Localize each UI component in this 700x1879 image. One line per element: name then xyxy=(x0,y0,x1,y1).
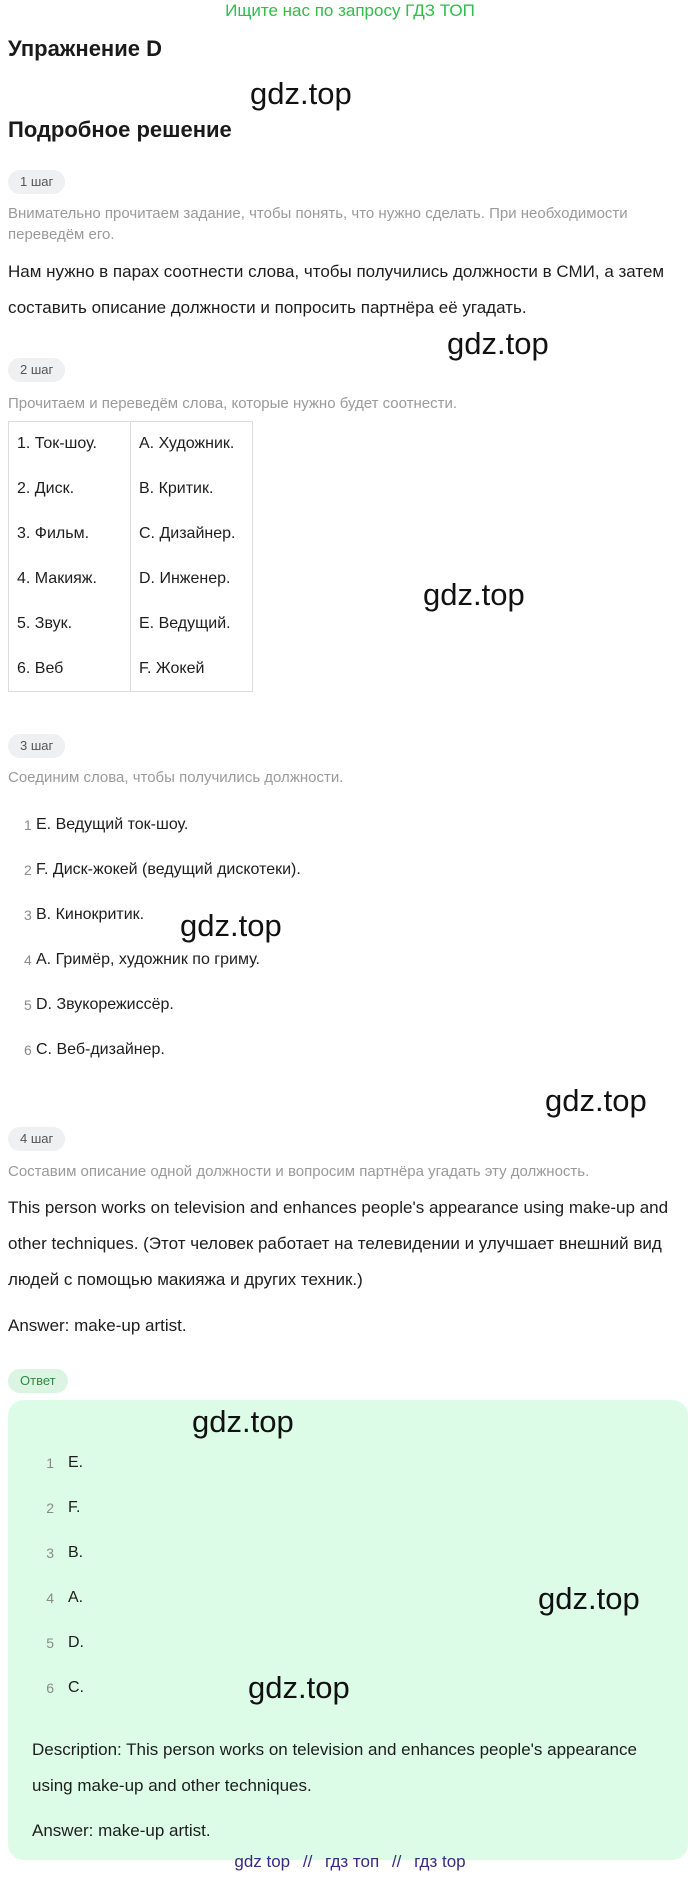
step-note: Прочитаем и переведём слова, которые нужно будет соотнести. xyxy=(8,395,458,412)
answer-description: Description: This person works on television and enhances people's appearance using make-up and other techniques. xyxy=(32,1740,637,1795)
step-badge: 2 шаг xyxy=(8,358,65,382)
footer-links xyxy=(0,1852,700,1872)
table-cell: 1. Ток-шоу. xyxy=(9,422,131,467)
table-row xyxy=(9,467,253,512)
watermark: gdz.top xyxy=(447,326,549,361)
table-cell: 6. Веб xyxy=(9,647,131,692)
page-title: Упражнение D xyxy=(8,36,162,61)
section-title: Подробное решение xyxy=(8,117,232,142)
step-badge: 4 шаг xyxy=(8,1127,65,1151)
table-cell: A. Художник. xyxy=(131,422,253,467)
list-item: 4 A. Гримёр, художник по гриму. xyxy=(24,950,260,968)
watermark: gdz.top xyxy=(248,1670,350,1705)
table-cell: 2. Диск. xyxy=(9,467,131,512)
table-row xyxy=(9,557,253,602)
list-item: 2 F. Диск-жокей (ведущий дискотеки). xyxy=(24,860,301,878)
footer-link[interactable]: гдз top xyxy=(414,1852,466,1871)
matches-list xyxy=(8,802,668,1072)
table-cell: 4. Макияж. xyxy=(9,557,131,602)
list-item: 5 D. Звукорежиссёр. xyxy=(24,995,174,1013)
step-answer: Answer: make-up artist. xyxy=(8,1316,187,1335)
table-cell: E. Ведущий. xyxy=(131,602,253,647)
watermark: gdz.top xyxy=(250,76,352,111)
footer-link[interactable]: gdz top xyxy=(234,1852,291,1871)
table-row xyxy=(9,422,253,467)
search-banner[interactable]: Ищите нас по запросу ГДЗ ТОП xyxy=(225,1,475,20)
list-item: 6 C. Веб-дизайнер. xyxy=(24,1040,165,1058)
list-item: 3 B. Кинокритик. xyxy=(24,905,145,923)
words-table xyxy=(8,421,253,692)
table-cell: D. Инженер. xyxy=(131,557,253,602)
step-note: Внимательно прочитаем задание, чтобы понять, что нужно сделать. При необходимости переведём его. xyxy=(8,205,628,243)
footer-separator: // xyxy=(391,1852,402,1871)
list-item: 4 A. xyxy=(46,1588,84,1606)
step-badge: 1 шаг xyxy=(8,170,65,194)
table-cell: 5. Звук. xyxy=(9,602,131,647)
watermark: gdz.top xyxy=(423,577,525,612)
step-text: This person works on television and enhances people's appearance using make-up and other techniques. (Этот человек работает на телевидении и улучшает внешний вид людей с помощью макияжа и других техник.) xyxy=(8,1198,669,1289)
watermark: gdz.top xyxy=(538,1581,640,1616)
table-cell: B. Критик. xyxy=(131,467,253,512)
step-badge: 3 шаг xyxy=(8,734,65,758)
watermark: gdz.top xyxy=(545,1083,647,1118)
step-note: Соединим слова, чтобы получились должности. xyxy=(8,769,344,786)
table-row xyxy=(9,512,253,557)
footer-link[interactable]: гдз топ xyxy=(325,1852,380,1871)
step-text: Нам нужно в парах соотнести слова, чтобы получились должности в СМИ, а затем составить описание должности и попросить партнёра её угадать. xyxy=(8,262,665,317)
table-cell: F. Жокей xyxy=(131,647,253,692)
list-item: 2 F. xyxy=(46,1498,81,1516)
footer-separator: // xyxy=(302,1852,313,1871)
list-item: 1 E. xyxy=(46,1453,84,1471)
table-row xyxy=(9,602,253,647)
watermark: gdz.top xyxy=(180,908,282,943)
table-row xyxy=(9,647,253,692)
watermark: gdz.top xyxy=(192,1404,294,1439)
table-cell: 3. Фильм. xyxy=(9,512,131,557)
list-item: 5 D. xyxy=(46,1633,84,1651)
answer-badge: Ответ xyxy=(8,1369,68,1393)
list-item: 3 B. xyxy=(46,1543,84,1561)
table-cell: C. Дизайнер. xyxy=(131,512,253,557)
list-item: 1 E. Ведущий ток-шоу. xyxy=(24,815,189,833)
list-item: 6 C. xyxy=(46,1678,84,1696)
answer-final: Answer: make-up artist. xyxy=(32,1821,211,1840)
step-note: Составим описание одной должности и вопросим партнёра угадать эту должность. xyxy=(8,1163,590,1180)
